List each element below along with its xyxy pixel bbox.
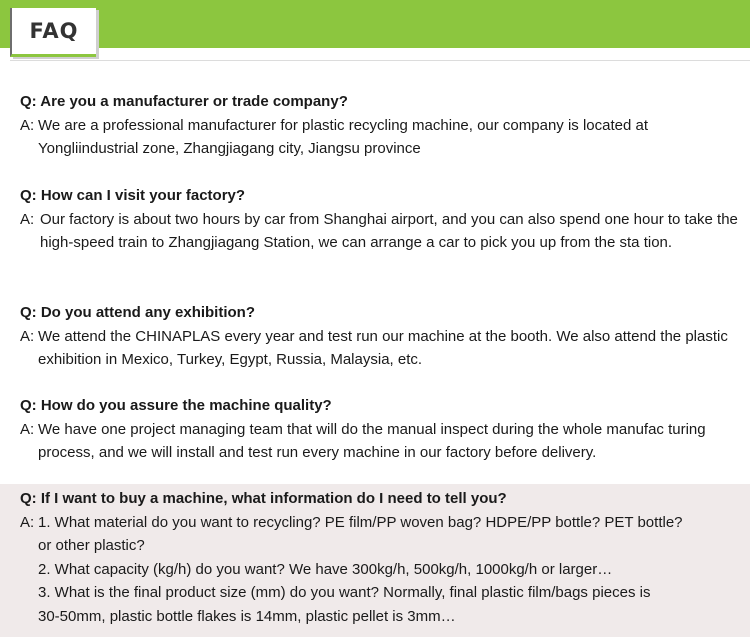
question: Q: How can I visit your factory? <box>20 187 246 204</box>
answer-prefix: A: <box>20 420 35 438</box>
answer-prefix: A: <box>20 210 35 228</box>
answer <box>20 511 740 629</box>
faq-item-3 <box>20 301 740 372</box>
question: Q: If I want to buy a machine, what information do I need to tell you? <box>20 490 507 507</box>
question: Q: Do you attend any exhibition? <box>20 304 256 321</box>
answer-text: We have one project managing team that will do the manual inspect during the whole manufac turing process, and we will install and test run every machine in our factory before delivery. <box>38 420 706 461</box>
answer-prefix: A: <box>20 513 35 531</box>
question: Q: Are you a manufacturer or trade company? <box>20 93 348 110</box>
answer-line: 1. What material do you want to recycling? PE film/PP woven bag? HDPE/PP bottle? PET bottle? <box>38 513 683 531</box>
faq-item-2 <box>20 184 740 255</box>
answer-prefix: A: <box>20 116 35 134</box>
answer <box>20 325 740 372</box>
answer <box>20 114 740 161</box>
answer-line: 30-50mm, plastic bottle flakes is 14mm, plastic pellet is 3mm… <box>38 607 456 625</box>
faq-item-5 <box>20 487 740 628</box>
answer-lines <box>38 511 740 629</box>
header-bar <box>0 0 750 48</box>
answer-line: 3. What is the final product size (mm) do you want? Normally, final plastic film/bags pieces is <box>38 584 651 601</box>
answer-prefix: A: <box>20 327 35 345</box>
answer <box>20 208 740 255</box>
answer-line: 2. What capacity (kg/h) do you want? We have 300kg/h, 500kg/h, 1000kg/h or larger… <box>38 560 613 578</box>
answer <box>20 418 740 465</box>
answer-text: Our factory is about two hours by car from Shanghai airport, and you can also spend one hour to take the high-speed train to Zhangjiagang Station, we can arrange a car to pick you up from the sta tion. <box>40 210 738 251</box>
answer-line: or other plastic? <box>38 537 145 554</box>
question: Q: How do you assure the machine quality? <box>20 397 332 414</box>
answer-text: We are a professional manufacturer for plastic recycling machine, our company is located at Yongliindustrial zone, Zhangjiagang city, Jiangsu province <box>38 116 649 157</box>
faq-title: FAQ <box>10 8 96 57</box>
faq-item-1 <box>20 90 740 161</box>
answer-text: We attend the CHINAPLAS every year and test run our machine at the booth. We also attend the plastic exhibition in Mexico, Turkey, Egypt, Russia, Malaysia, etc. <box>38 327 728 368</box>
header-divider <box>10 60 750 61</box>
faq-item-4 <box>20 394 740 465</box>
